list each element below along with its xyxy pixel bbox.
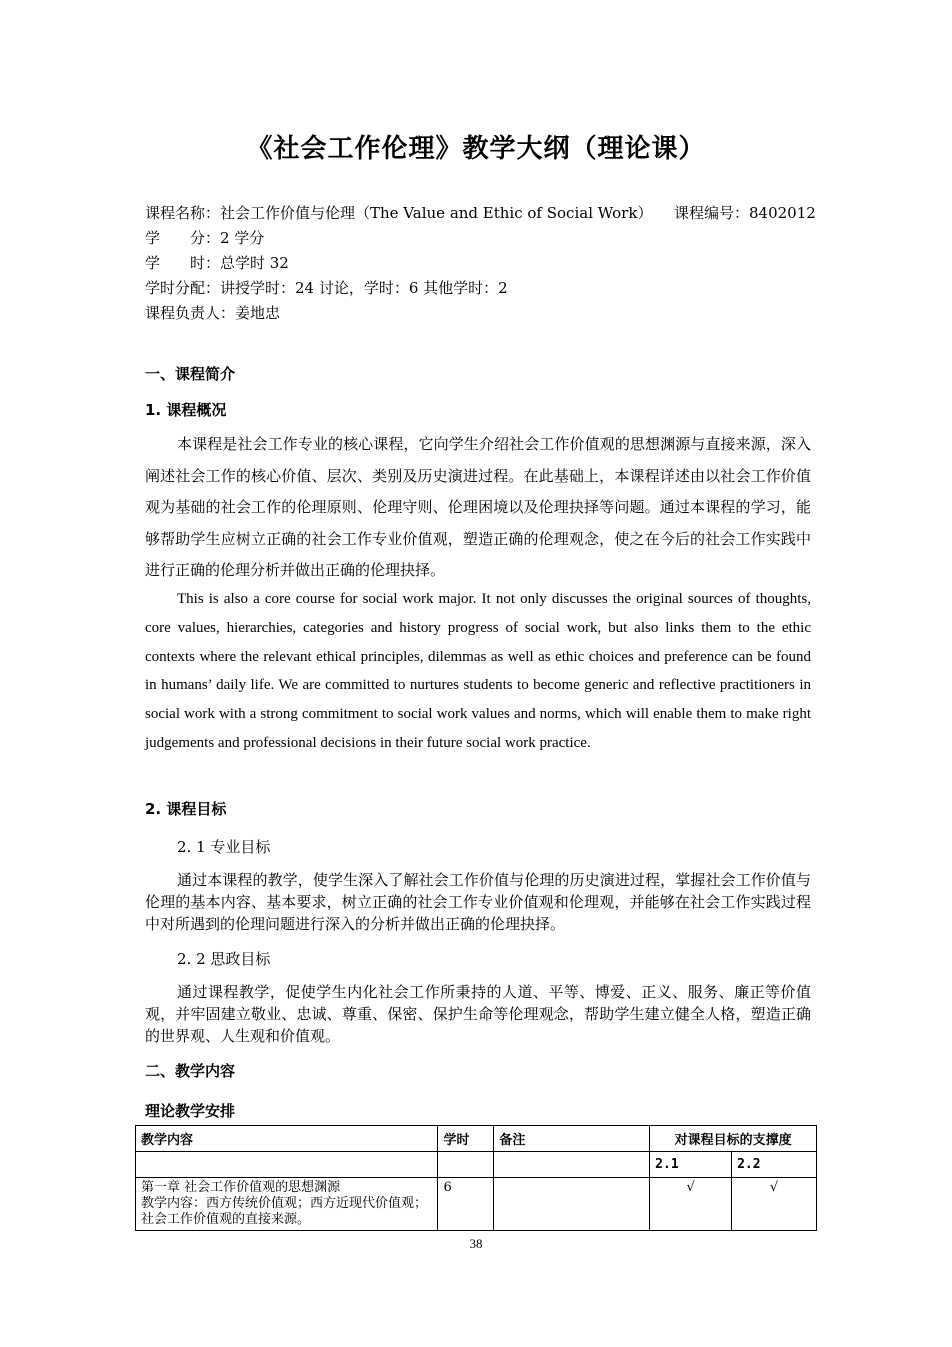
subheader-goal-2-1: 2.1 (650, 1152, 732, 1178)
course-code: 课程编号：8402012 (674, 204, 816, 222)
subsection-heading-overview: 1. 课程概况 (145, 401, 227, 419)
goal-text-ideological: 通过课程教学，促使学生内化社会工作所秉持的人道、平等、博爱、正义、服务、廉正等价值观，并牢固建立敬业、忠诚、尊重、保密、保护生命等伦理观念，帮助学生建立健全人格，塑造正确的世界观、人生观和价值观。 (145, 983, 811, 1046)
header-notes: 备注 (494, 1126, 650, 1152)
overview-paragraph-zh: 本课程是社会工作专业的核心课程，它向学生介绍社会工作价值观的思想渊源与直接来源，深入阐述社会工作的核心价值、层次、类别及历史演进过程。在此基础上，本课程详述由以社会工作价值观为基础的社会工作的伦理原则、伦理守则、伦理困境以及伦理抉择等问题。通过本课程的学习，能够帮助学生应树立正确的社会工作专业价值观，塑造正确的伦理观念，使之在今后的社会工作实践中进行正确的伦理分析并做出正确的伦理抉择。 (145, 435, 811, 580)
syllabus-table (135, 1125, 817, 1231)
overview-paragraph-en: This is also a core course for social work major. It not only discusses the original sources of thoughts, core values, hierarchies, categories and history progress of social work, but also links them to the ethic contexts where the relevant ethical principles, dilemmas as well as ethic choices and preference can be found in humans’ daily life. We are committed to nurtures students to become generic and reflective practitioners in social work with a strong commitment to social work values and norms, which will enable them to make right judgements and professional decisions in their future social work practice. (145, 591, 811, 751)
row-hours: 6 (438, 1178, 494, 1231)
section-heading-intro: 一、课程简介 (145, 365, 236, 383)
teaching-arrangement-heading: 理论教学安排 (145, 1102, 236, 1120)
header-hours: 学时 (438, 1126, 494, 1152)
empty-cell (438, 1152, 494, 1178)
hours-allocation: 学时分配：讲授学时：24 讨论，学时：6 其他学时：2 (145, 279, 508, 297)
header-goal-support: 对课程目标的支撑度 (650, 1126, 817, 1152)
row-goal-2-2-check: √ (732, 1178, 817, 1231)
empty-cell (136, 1152, 438, 1178)
empty-cell (494, 1152, 650, 1178)
document-title: 《社会工作伦理》教学大纲（理论课） (246, 134, 706, 164)
goal-heading-ideological: 2. 2 思政目标 (177, 950, 271, 968)
row-content: 第一章 社会工作价值观的思想渊源 教学内容：西方传统价值观；西方近现代价值观；社会工作价值观的直接来源。 (136, 1178, 438, 1231)
subsection-heading-goals: 2. 课程目标 (145, 800, 227, 818)
row-notes (494, 1178, 650, 1231)
header-teaching-content: 教学内容 (136, 1126, 438, 1152)
section-heading-content: 二、教学内容 (145, 1062, 236, 1080)
course-leader: 课程负责人：姜地忠 (145, 304, 281, 322)
table-header-row (136, 1126, 817, 1152)
page-number: 38 (469, 1236, 483, 1251)
course-name: 课程名称：社会工作价值与伦理（The Value and Ethic of Social Work） (145, 204, 653, 222)
course-hours: 学 时：总学时 32 (145, 254, 289, 272)
row-goal-2-1-check: √ (650, 1178, 732, 1231)
goal-heading-professional: 2. 1 专业目标 (177, 838, 271, 856)
course-credits: 学 分：2 学分 (145, 229, 265, 247)
subheader-goal-2-2: 2.2 (732, 1152, 817, 1178)
table-subheader-row (136, 1152, 817, 1178)
table-row (136, 1178, 817, 1231)
goal-text-professional: 通过本课程的教学，使学生深入了解社会工作价值与伦理的历史演进过程，掌握社会工作价值与伦理的基本内容、基本要求，树立正确的社会工作专业价值观和伦理观，并能够在社会工作实践过程中对所遇到的伦理问题进行深入的分析并做出正确的伦理抉择。 (145, 871, 811, 934)
